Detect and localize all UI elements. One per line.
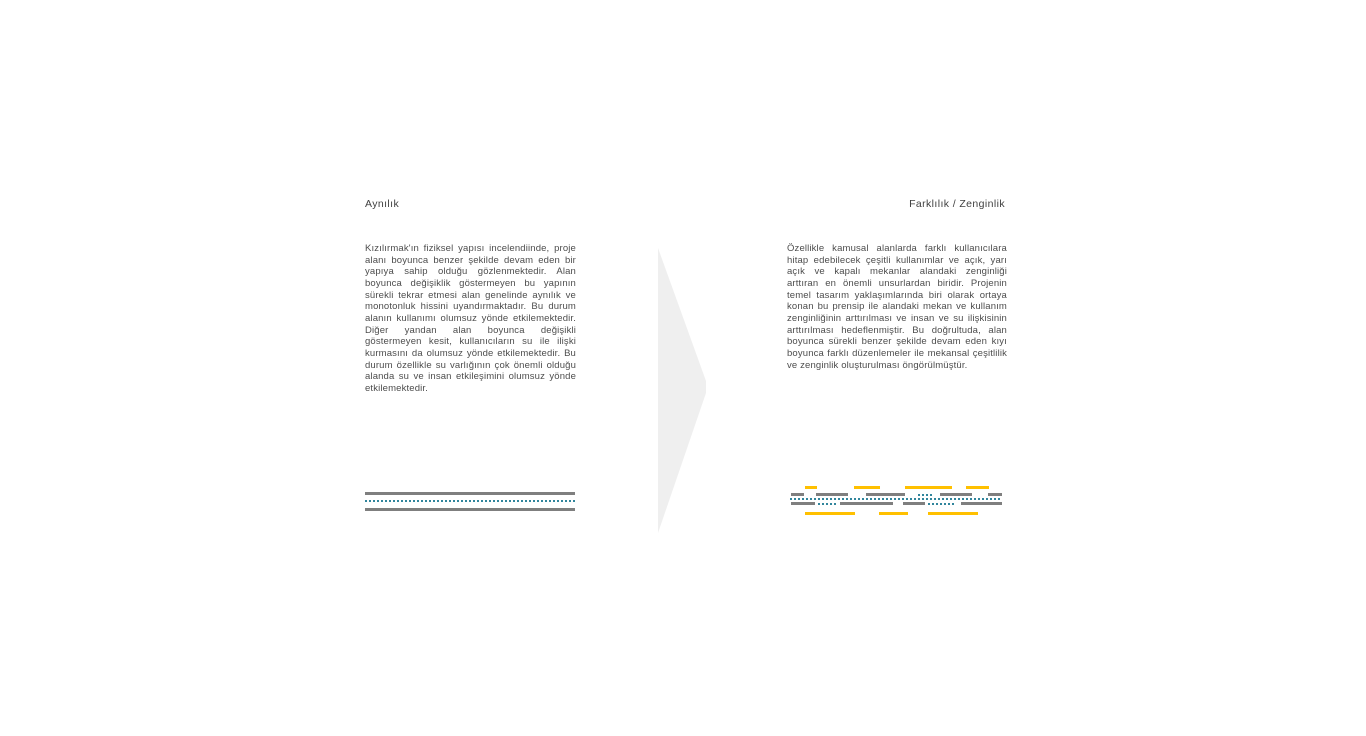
arrow-right-shape [658,248,706,533]
left-section-paragraph: Kızılırmak'ın fiziksel yapısı incelendiinde, proje alanı boyunca benzer şekilde devam eden bir yapıya sahip olduğu gözlenmektedir. Alan boyunca değişiklik göstermeyen bu yapının sürekli tekrar etmesi alan genelinde aynılık ve monotonluk hissini uyandırmaktadır. Bu durum alanın kullanımı olumsuz yönde etkilemektedir. Diğer yandan alan boyunca değişikli göstermeyen kesit, kullanıcıların su ile ilişki kurmasını da olumsuz yönde etkilemektedir. Bu durum özellikle su varlığının çok önemli olduğu alanda su ve insan etkileşimini olumsuz yönde etkilemektedir. [365,243,576,394]
transition-arrow-icon [655,245,710,537]
left-section-title: Aynılık [365,198,400,210]
right-section-title: Farklılık / Zenginlik [909,198,1005,210]
uniform-shoreline-diagram [365,490,575,512]
right-section-paragraph: Özellikle kamusal alanlarda farklı kullanıcılara hitap edebilecek çeşitli kullanımlar ve açık, yarı açık ve kapalı mekanlar alandaki zenginliği arttıran en önemli unsurlardan biridir. Projenin temel tasarım yaklaşımlarında biri olarak ortaya konan bu prensip ile alandaki mekan ve kullanım zenginliğinin arttırılması ve insan ve su ilişkisinin arttırılması hedeflenmiştir. Bu doğrultuda, alan boyunca sürekli benzer şekilde devam eden kıyı boyunca farklı düzenlemeler ile mekansal çeşitlilik ve zenginlik oluşturulması öngörülmüştür. [787,243,1007,371]
varied-shoreline-diagram [790,484,1002,516]
